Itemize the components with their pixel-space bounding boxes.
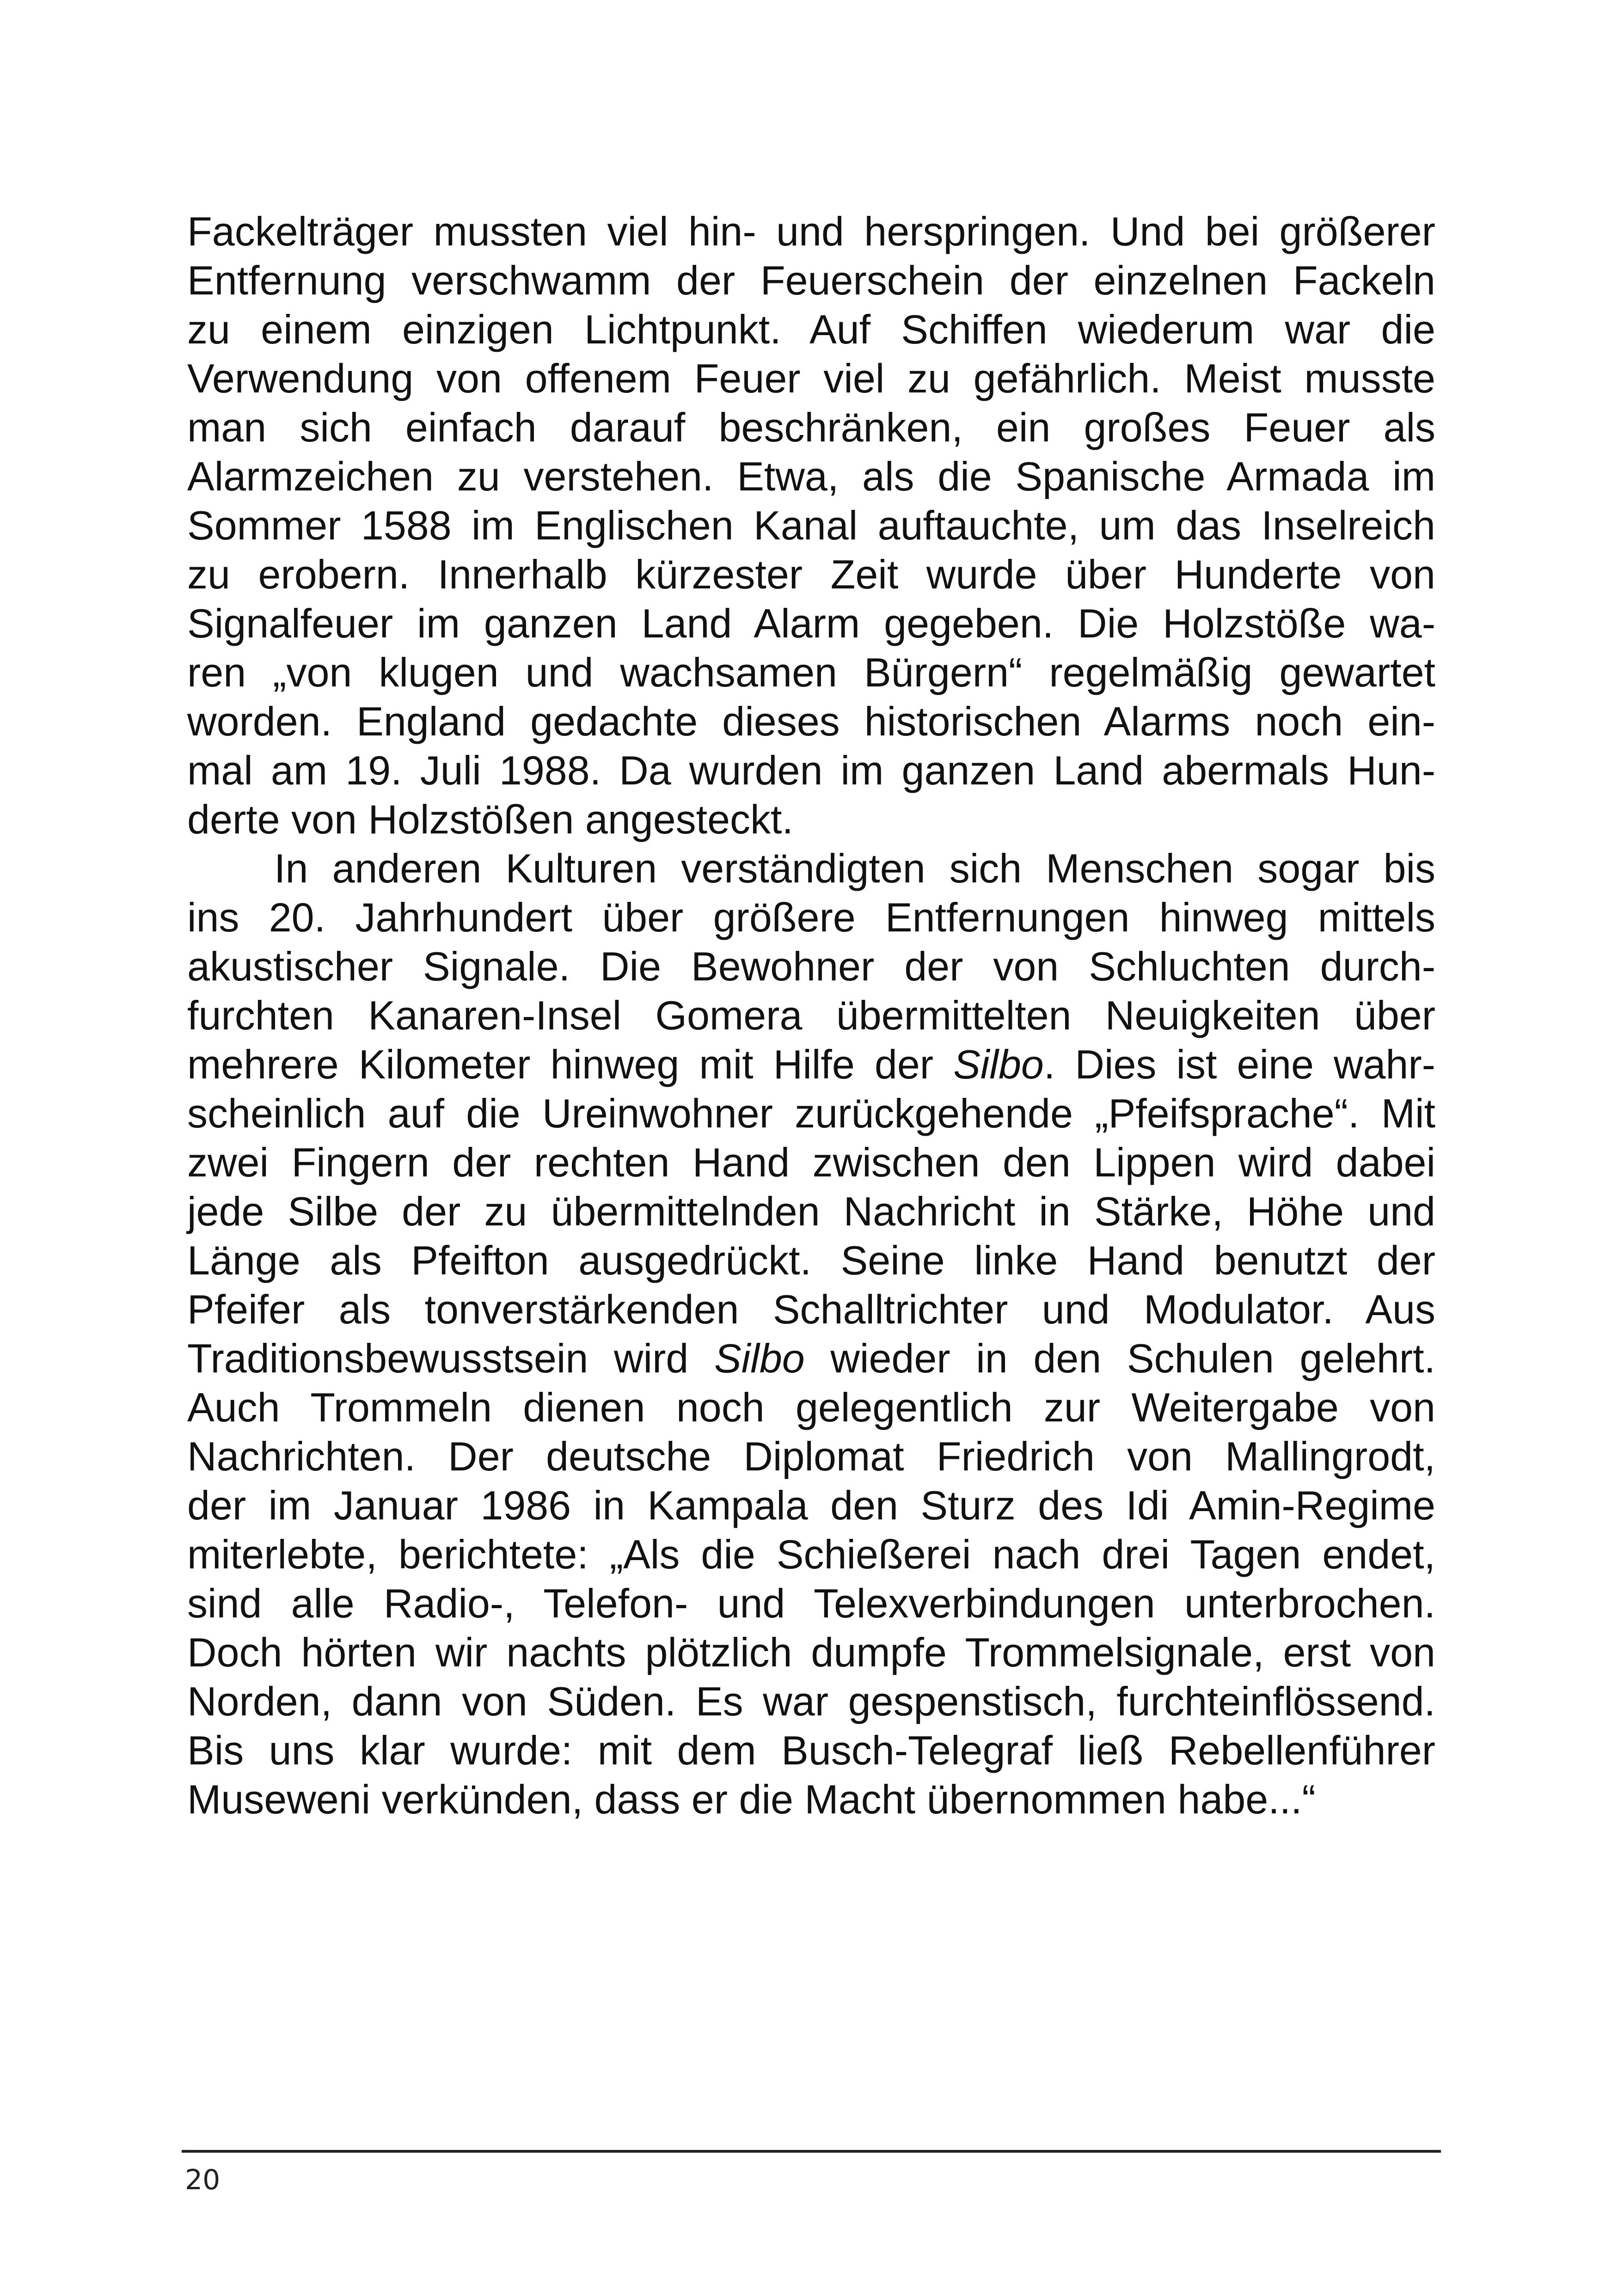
text-line: mal am 19. Juli 1988. Da wurden im ganzen Land abermals Hun- — [187, 747, 1435, 793]
text-line: zu einem einzigen Lichtpunkt. Auf Schiffen wiederum war die — [187, 306, 1435, 352]
text-segment: Traditionsbewusstsein wird — [187, 1335, 715, 1381]
text-line: jede Silbe der zu übermittelnden Nachricht in Stärke, Höhe und — [187, 1188, 1435, 1234]
text-line-with-italic — [187, 1334, 1435, 1383]
text-line: Signalfeuer im ganzen Land Alarm gegeben. Die Holzstöße wa- — [187, 600, 1435, 646]
text-line: Bis uns klar wurde: mit dem Busch-Telegraf ließ Rebellenführer — [187, 1727, 1435, 1773]
text-line: zu erobern. Innerhalb kürzester Zeit wurde über Hunderte von — [187, 551, 1435, 597]
text-line: worden. England gedachte dieses historischen Alarms noch ein- — [187, 698, 1435, 744]
footer-divider — [182, 2150, 1441, 2153]
text-line: miterlebte, berichtete: „Als die Schießerei nach drei Tagen endet, — [187, 1531, 1435, 1577]
text-line: furchten Kanaren-Insel Gomera übermittelten Neuigkeiten über — [187, 992, 1435, 1038]
text-line: Entfernung verschwamm der Feuerschein der einzelnen Fackeln — [187, 257, 1435, 303]
text-line: Doch hörten wir nachts plötzlich dumpfe Trommelsignale, erst von — [187, 1629, 1435, 1675]
text-line: Alarmzeichen zu verstehen. Etwa, als die Spanische Armada im — [187, 453, 1435, 499]
italic-term-silbo: Silbo — [953, 1041, 1044, 1087]
italic-term-silbo: Silbo — [714, 1335, 805, 1381]
text-line: man sich einfach darauf beschränken, ein großes Feuer als — [187, 404, 1435, 450]
text-line: akustischer Signale. Die Bewohner der von Schluchten durch- — [187, 943, 1435, 989]
page-number: 20 — [185, 2164, 221, 2196]
text-line: sind alle Radio-, Telefon- und Telexverbindungen unterbrochen. — [187, 1580, 1435, 1626]
text-line: derte von Holzstößen angesteckt. — [187, 796, 793, 842]
text-line: Sommer 1588 im Englischen Kanal auftauchte, um das Inselreich — [187, 502, 1435, 548]
text-segment: . Dies ist eine wahr- — [1043, 1041, 1435, 1087]
text-line: Verwendung von offenem Feuer viel zu gefährlich. Meist musste — [187, 355, 1435, 401]
text-segment: wieder in den Schulen gelehrt. — [804, 1335, 1435, 1381]
text-line: Auch Trommeln dienen noch gelegentlich zur Weitergabe von — [187, 1384, 1435, 1430]
text-segment: mehrere Kilometer hinweg mit Hilfe der — [187, 1041, 954, 1087]
text-line-with-italic — [187, 1040, 1435, 1089]
text-line: ins 20. Jahrhundert über größere Entfernungen hinweg mittels — [187, 894, 1435, 940]
text-line: Fackelträger mussten viel hin- und herspringen. Und bei größerer — [187, 208, 1435, 254]
text-line: Museweni verkünden, dass er die Macht übernommen habe...“ — [187, 1776, 1316, 1822]
text-line: Pfeifer als tonverstärkenden Schalltrichter und Modulator. Aus — [187, 1286, 1435, 1332]
text-line: Länge als Pfeifton ausgedrückt. Seine linke Hand benutzt der — [187, 1237, 1435, 1283]
text-line: scheinlich auf die Ureinwohner zurückgehende „Pfeifsprache“. Mit — [187, 1090, 1435, 1136]
text-line: Nachrichten. Der deutsche Diplomat Friedrich von Mallingrodt, — [187, 1433, 1435, 1479]
body-text — [187, 207, 1435, 1824]
text-line: der im Januar 1986 in Kampala den Sturz des Idi Amin-Regime — [187, 1482, 1435, 1528]
text-line: ren „von klugen und wachsamen Bürgern“ regelmäßig gewartet — [187, 649, 1435, 695]
paragraph-start-line: In anderen Kulturen verständigten sich Menschen sogar bis — [274, 845, 1435, 891]
text-line: zwei Fingern der rechten Hand zwischen den Lippen wird dabei — [187, 1139, 1435, 1185]
text-line: Norden, dann von Süden. Es war gespenstisch, furchteinflössend. — [187, 1678, 1435, 1724]
